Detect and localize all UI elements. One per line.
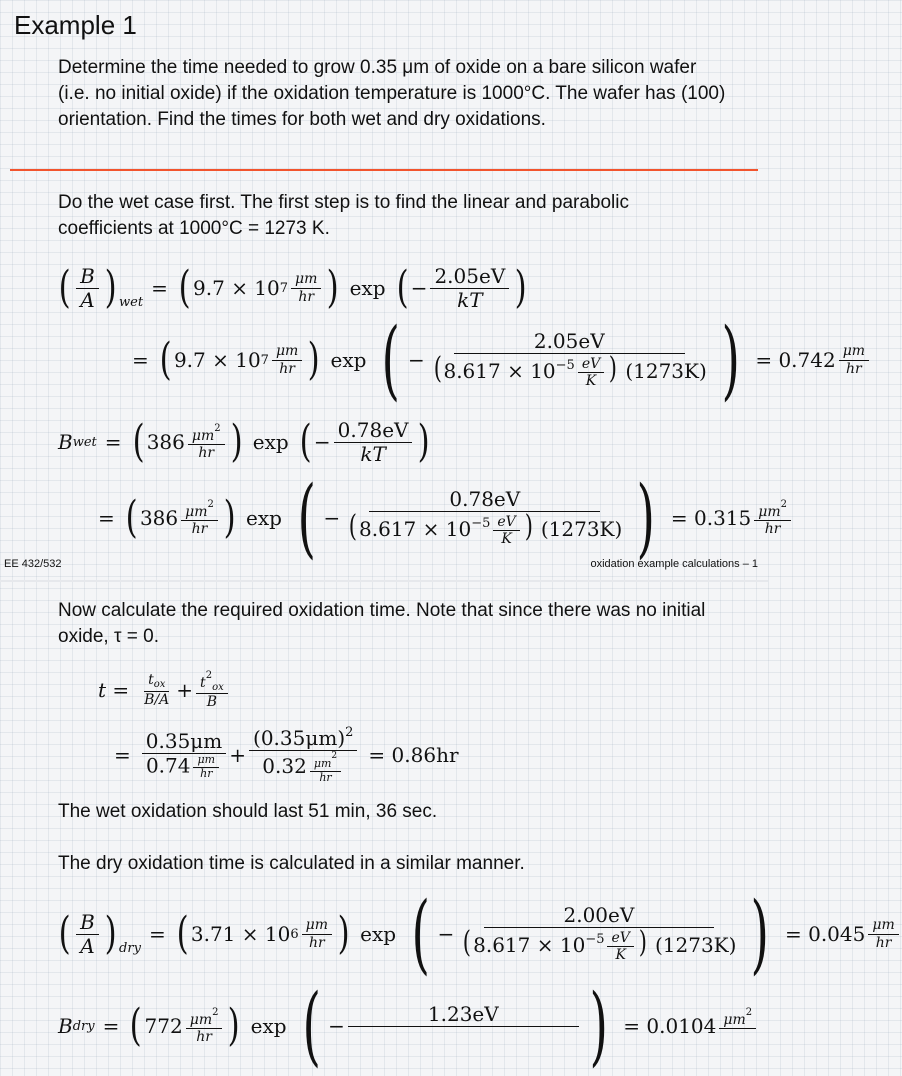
dry-intro-text: The dry oxidation time is calculated in a similar manner. [58, 853, 525, 874]
slide-title: Example 1 [14, 10, 137, 40]
divider-rule [10, 169, 758, 171]
footer-course: EE 432/532 [4, 558, 62, 570]
wet-result-text: The wet oxidation should last 51 min, 36 sec. [58, 801, 438, 822]
time-intro-text: Now calculate the required oxidation time. Note that since there was no initial oxide, τ = 0. [58, 600, 706, 647]
equation-ba-dry: ( $\frac{B}{A}$ ) dry = ( 3.71 × 10 6 $\frac{\mu m}{hr}$ ) exp ( − 2.00eV ($8.617 \times 10^{-5}$ $\frac{eV}{K}$ ) (1273K) ) = 0.045 $\frac{\mu m}{hr}$ [56, 892, 756, 976]
equation-ba-wet-line2: = ( 9.7 × 10 7 $\frac{\mu m}{hr}$ ) exp ( − 2.05eV ($8.617 \times 10^{-5}$ $\frac{eV}{K}$ ) (1273K) ) = 0.742 $\frac{\mu m}{hr}$ [56, 318, 756, 402]
equation-ba-wet-line1: ( $\frac{B}{A}$ ) wet = ( 9.7 × 10 7 $\frac{\mu m}{hr}$ ) exp ( − $\frac{2.05eV}{kT}$ ) [58, 262, 527, 313]
equation-time-general: t = $\frac{t_{ox}}{B/A}$ + $\frac{t^2_{ox}}{B}$ [98, 660, 398, 720]
footer-page-label: oxidation example calculations – 1 [590, 558, 758, 570]
slide-2 [0, 580, 895, 1076]
problem-statement: Determine the time needed to grow 0.35 μm of oxide on a bare silicon wafer (i.e. no initial oxide) if the oxidation temperature is 1000°C. The wafer has (100) orientation. Find the times for both wet and dry oxidations. [58, 57, 726, 130]
equation-b-dry: B dry = ( 772 $\frac{\mu m^2}{hr}$ ) exp ( − 1.23eV ) = 0.0104 $\mu m^2$ [58, 984, 758, 1068]
wet-intro-text: Do the wet case first. The first step is to find the linear and parabolic coefficients at 1000°C = 1273 K. [58, 192, 629, 239]
equation-b-wet-line2: = ( 386 $\frac{\mu m^2}{hr}$ ) exp ( − 0.78eV ($8.617 \times 10^{-5}$ $\frac{eV}{K}$ ) (1273K) ) = 0.315 $\frac{\mu m^2}{hr}$ [58, 476, 758, 560]
equation-time-wet-values: = 0.35μm 0.74 $\frac{\mu m}{hr}$ + $(0.35\mu m)^2$ 0.32 $\frac{\mu m^2}{hr}$ = 0.86hr [114, 724, 459, 784]
equation-b-wet-line1: B wet = ( 386 $\frac{\mu m^2}{hr}$ ) exp ( − $\frac{0.78eV}{kT}$ ) [58, 416, 431, 467]
